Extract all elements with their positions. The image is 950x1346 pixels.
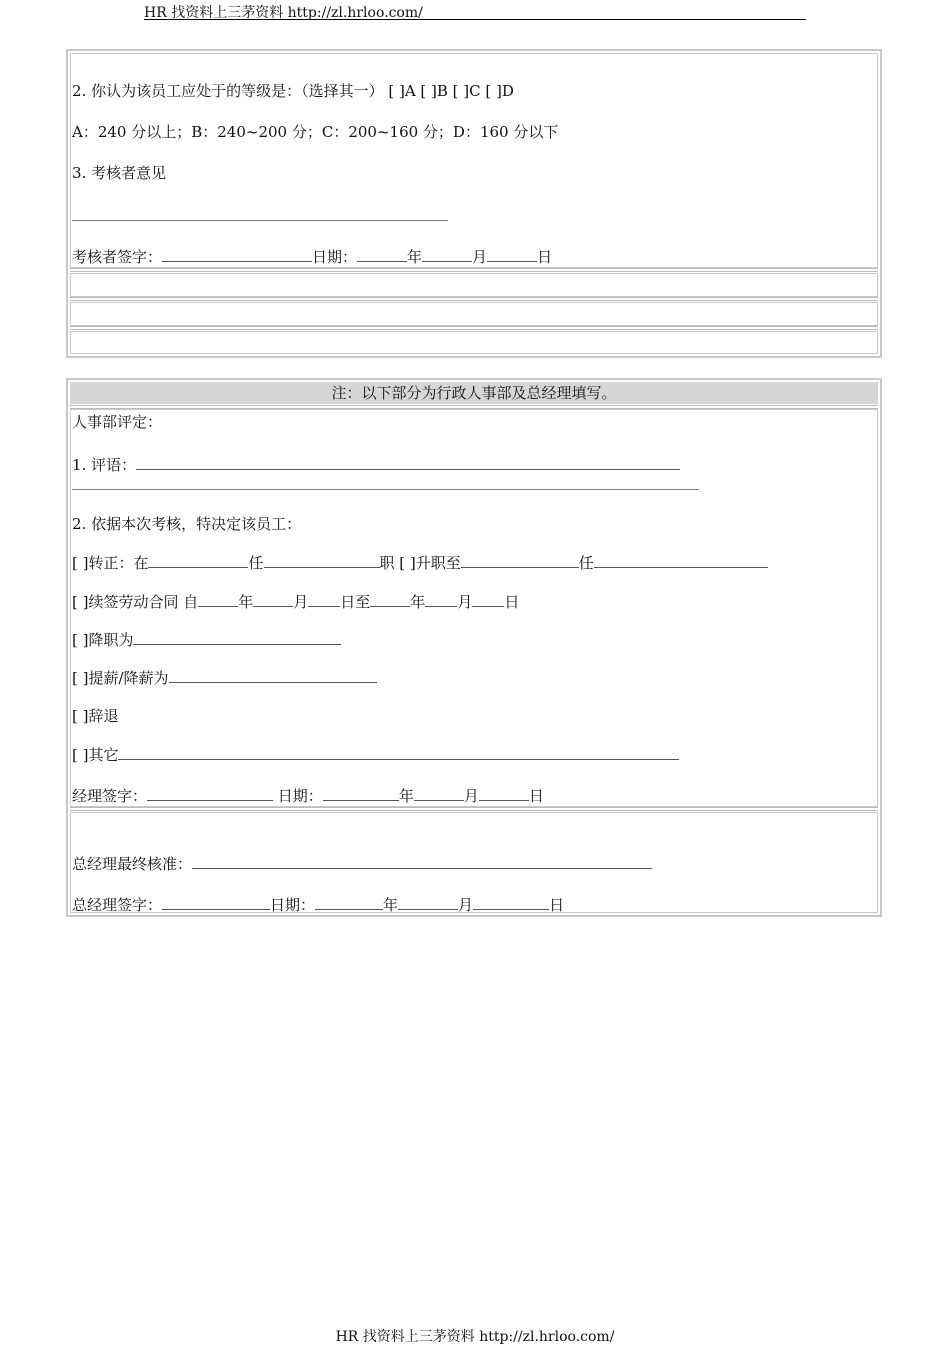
- gm-approve-field[interactable]: [192, 854, 652, 869]
- renew-to-day[interactable]: [472, 592, 504, 607]
- mgr-year-field[interactable]: [323, 786, 399, 801]
- demote-row: [ ]降职为: [72, 630, 341, 649]
- mgr-month-field[interactable]: [414, 786, 464, 801]
- notice-banner: 注：以下部分为行政人事部及总经理填写。: [70, 382, 878, 404]
- confirm-dept-field[interactable]: [148, 553, 248, 568]
- manager-sign-field[interactable]: [147, 786, 273, 801]
- page-header: HR 找资料上三茅资料 http://zl.hrloo.com/: [144, 5, 423, 21]
- renew-to-month[interactable]: [425, 592, 457, 607]
- gm-year-field[interactable]: [315, 895, 383, 910]
- promote-dept-field[interactable]: [461, 553, 579, 568]
- comment-field[interactable]: [136, 455, 680, 470]
- salary-row: [ ]提薪/降薪为: [72, 668, 377, 687]
- renew-from-day[interactable]: [308, 592, 340, 607]
- hr-box: [66, 378, 882, 917]
- year-field[interactable]: [357, 247, 407, 262]
- gm-sign-row: 总经理签字： 日期： 年 月 日: [72, 896, 565, 914]
- gm-day-field[interactable]: [473, 895, 549, 910]
- renew-row: [ ]续签劳动合同 自 年 月 日至 年 月 日: [72, 593, 520, 611]
- assessor-sign-row: 考核者签字： 日期： 年 月 日: [72, 248, 553, 266]
- confirm-row: [ ]转正：在 任 职 [ ]升职至 任: [72, 553, 768, 572]
- page-footer: HR 找资料上三茅资料 http://zl.hrloo.com/: [335, 1329, 615, 1345]
- grade-question: 2. 你认为该员工应处于的等级是：（选择其一） [ ]A [ ]B [ ]C [ ]D: [72, 82, 514, 100]
- header-rule: [144, 19, 806, 20]
- mgr-day-field[interactable]: [479, 786, 529, 801]
- assessor-opinion-label: 3. 考核者意见: [72, 164, 167, 182]
- gm-approve-row: 总经理最终核准：: [72, 854, 652, 873]
- evaluation-box: [66, 49, 882, 358]
- day-field[interactable]: [487, 247, 537, 262]
- grade-criteria: A：240 分以上；B：240~200 分；C：200~160 分；D：160 分以下: [72, 123, 559, 141]
- promote-position-field[interactable]: [594, 553, 768, 568]
- divider: [70, 297, 878, 301]
- divider: [70, 807, 878, 811]
- demote-field[interactable]: [133, 630, 341, 645]
- manager-sign-row: 经理签字： 日期： 年 月 日: [72, 787, 544, 805]
- hr-title: 人事部评定：: [72, 413, 163, 431]
- empty-row: [70, 302, 878, 326]
- gm-sign-field[interactable]: [162, 895, 270, 910]
- comment-line-2[interactable]: [72, 489, 699, 490]
- empty-row: [70, 331, 878, 354]
- salary-field[interactable]: [169, 668, 377, 683]
- divider: [70, 326, 878, 330]
- decision-label: 2. 依据本次考核，特决定该员工：: [72, 515, 302, 533]
- other-field[interactable]: [118, 745, 679, 760]
- opinion-line[interactable]: [72, 220, 448, 221]
- empty-row: [70, 273, 878, 297]
- dismiss-option: [ ]辞退: [72, 707, 119, 725]
- renew-from-month[interactable]: [253, 592, 293, 607]
- renew-from-year[interactable]: [198, 592, 238, 607]
- gm-month-field[interactable]: [398, 895, 458, 910]
- divider: [70, 268, 878, 272]
- assessor-sign-field[interactable]: [162, 247, 312, 262]
- month-field[interactable]: [422, 247, 472, 262]
- comment-row: 1. 评语：: [72, 455, 680, 474]
- other-row: [ ]其它: [72, 745, 679, 764]
- confirm-position-field[interactable]: [264, 553, 380, 568]
- renew-to-year[interactable]: [370, 592, 410, 607]
